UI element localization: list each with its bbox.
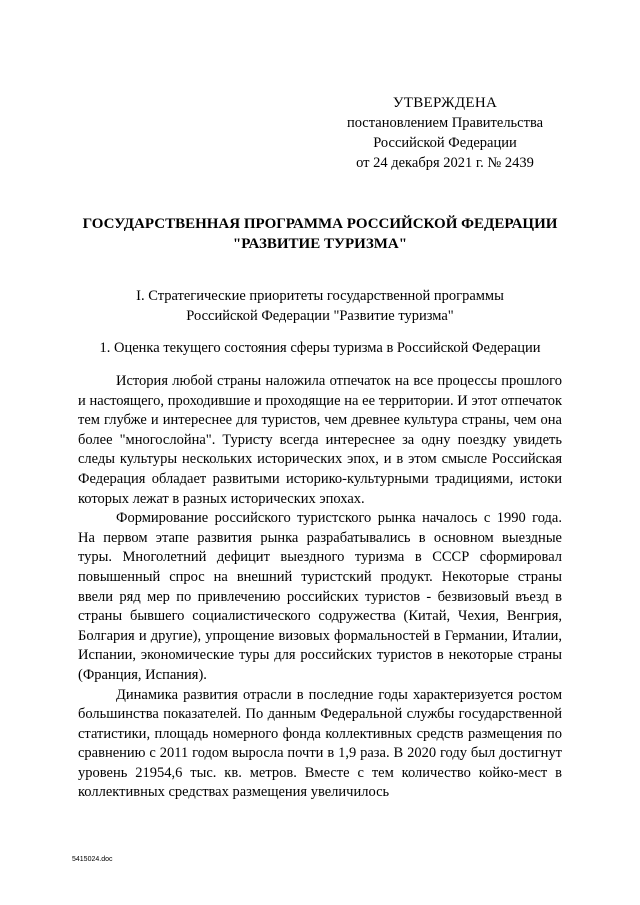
program-title-line-2: "РАЗВИТИЕ ТУРИЗМА" [232,236,408,252]
body-text [78,372,562,803]
approval-line-3: от 24 декабря 2021 г. № 2439 [356,155,534,171]
program-title [60,214,580,254]
program-title-line-1: ГОСУДАРСТВЕННАЯ ПРОГРАММА РОССИЙСКОЙ ФЕДЕРАЦИИ [82,216,558,232]
paragraph: История любой страны наложила отпечаток на все процессы прошлого и настоящего, проходившие и проходящие на ее территории. И этот отпечаток тем глубже и интереснее для туристов, чем древнее культура страны, чем она более "многослойна". Туристу всегда интереснее за одну поездку увидеть следы культуры нескольких исторических эпох, и в этом смысле Российская Федерация обладает развитыми историко-культурными традициями, истоки которых лежат в разных исторических эпохах. [78,373,562,507]
approval-block [330,93,560,173]
paragraph: Формирование российского туристского рынка началось с 1990 года. На первом этапе развития рынка разрабатывались в основном выездные туры. Многолетний дефицит выездного туризма в СССР сформировал повышенный спрос на внешний туристский продукт. Некоторые страны ввели ряд мер по привлечению российских туристов - безвизовый въезд в страны бывшего социалистического содружества (Китай, Чехия, Венгрия, Болгария и другие), упрощение визовых формальностей в Германии, Италии, Испании, экономические туры для российских туристов в некоторые страны (Франция, Испания). [78,510,562,683]
subsection-title: 1. Оценка текущего состояния сферы туризма в Российской Федерации [99,340,541,356]
footer-doc-id: 5415024.doc [72,856,113,863]
approval-line-2: Российской Федерации [373,135,517,151]
approval-line-1: постановлением Правительства [346,115,544,131]
section-title-line-1: I. Стратегические приоритеты государственной программы [136,288,504,304]
paragraph: Динамика развития отрасли в последние годы характеризуется ростом большинства показателей. По данным Федеральной службы государственной статистики, площадь номерного фонда коллективных средств размещения по сравнению с 2011 годом выросла почти в 1,9 раза. В 2020 году был достигнут уровень 21954,6 тыс. кв. метров. Вместе с тем количество койко-мест в коллективных средствах размещения увеличилось [78,686,562,801]
approval-stamp: УТВЕРЖДЕНА [392,95,498,111]
section-title-line-2: Российской Федерации "Развитие туризма" [186,308,454,324]
section-title [60,286,580,326]
